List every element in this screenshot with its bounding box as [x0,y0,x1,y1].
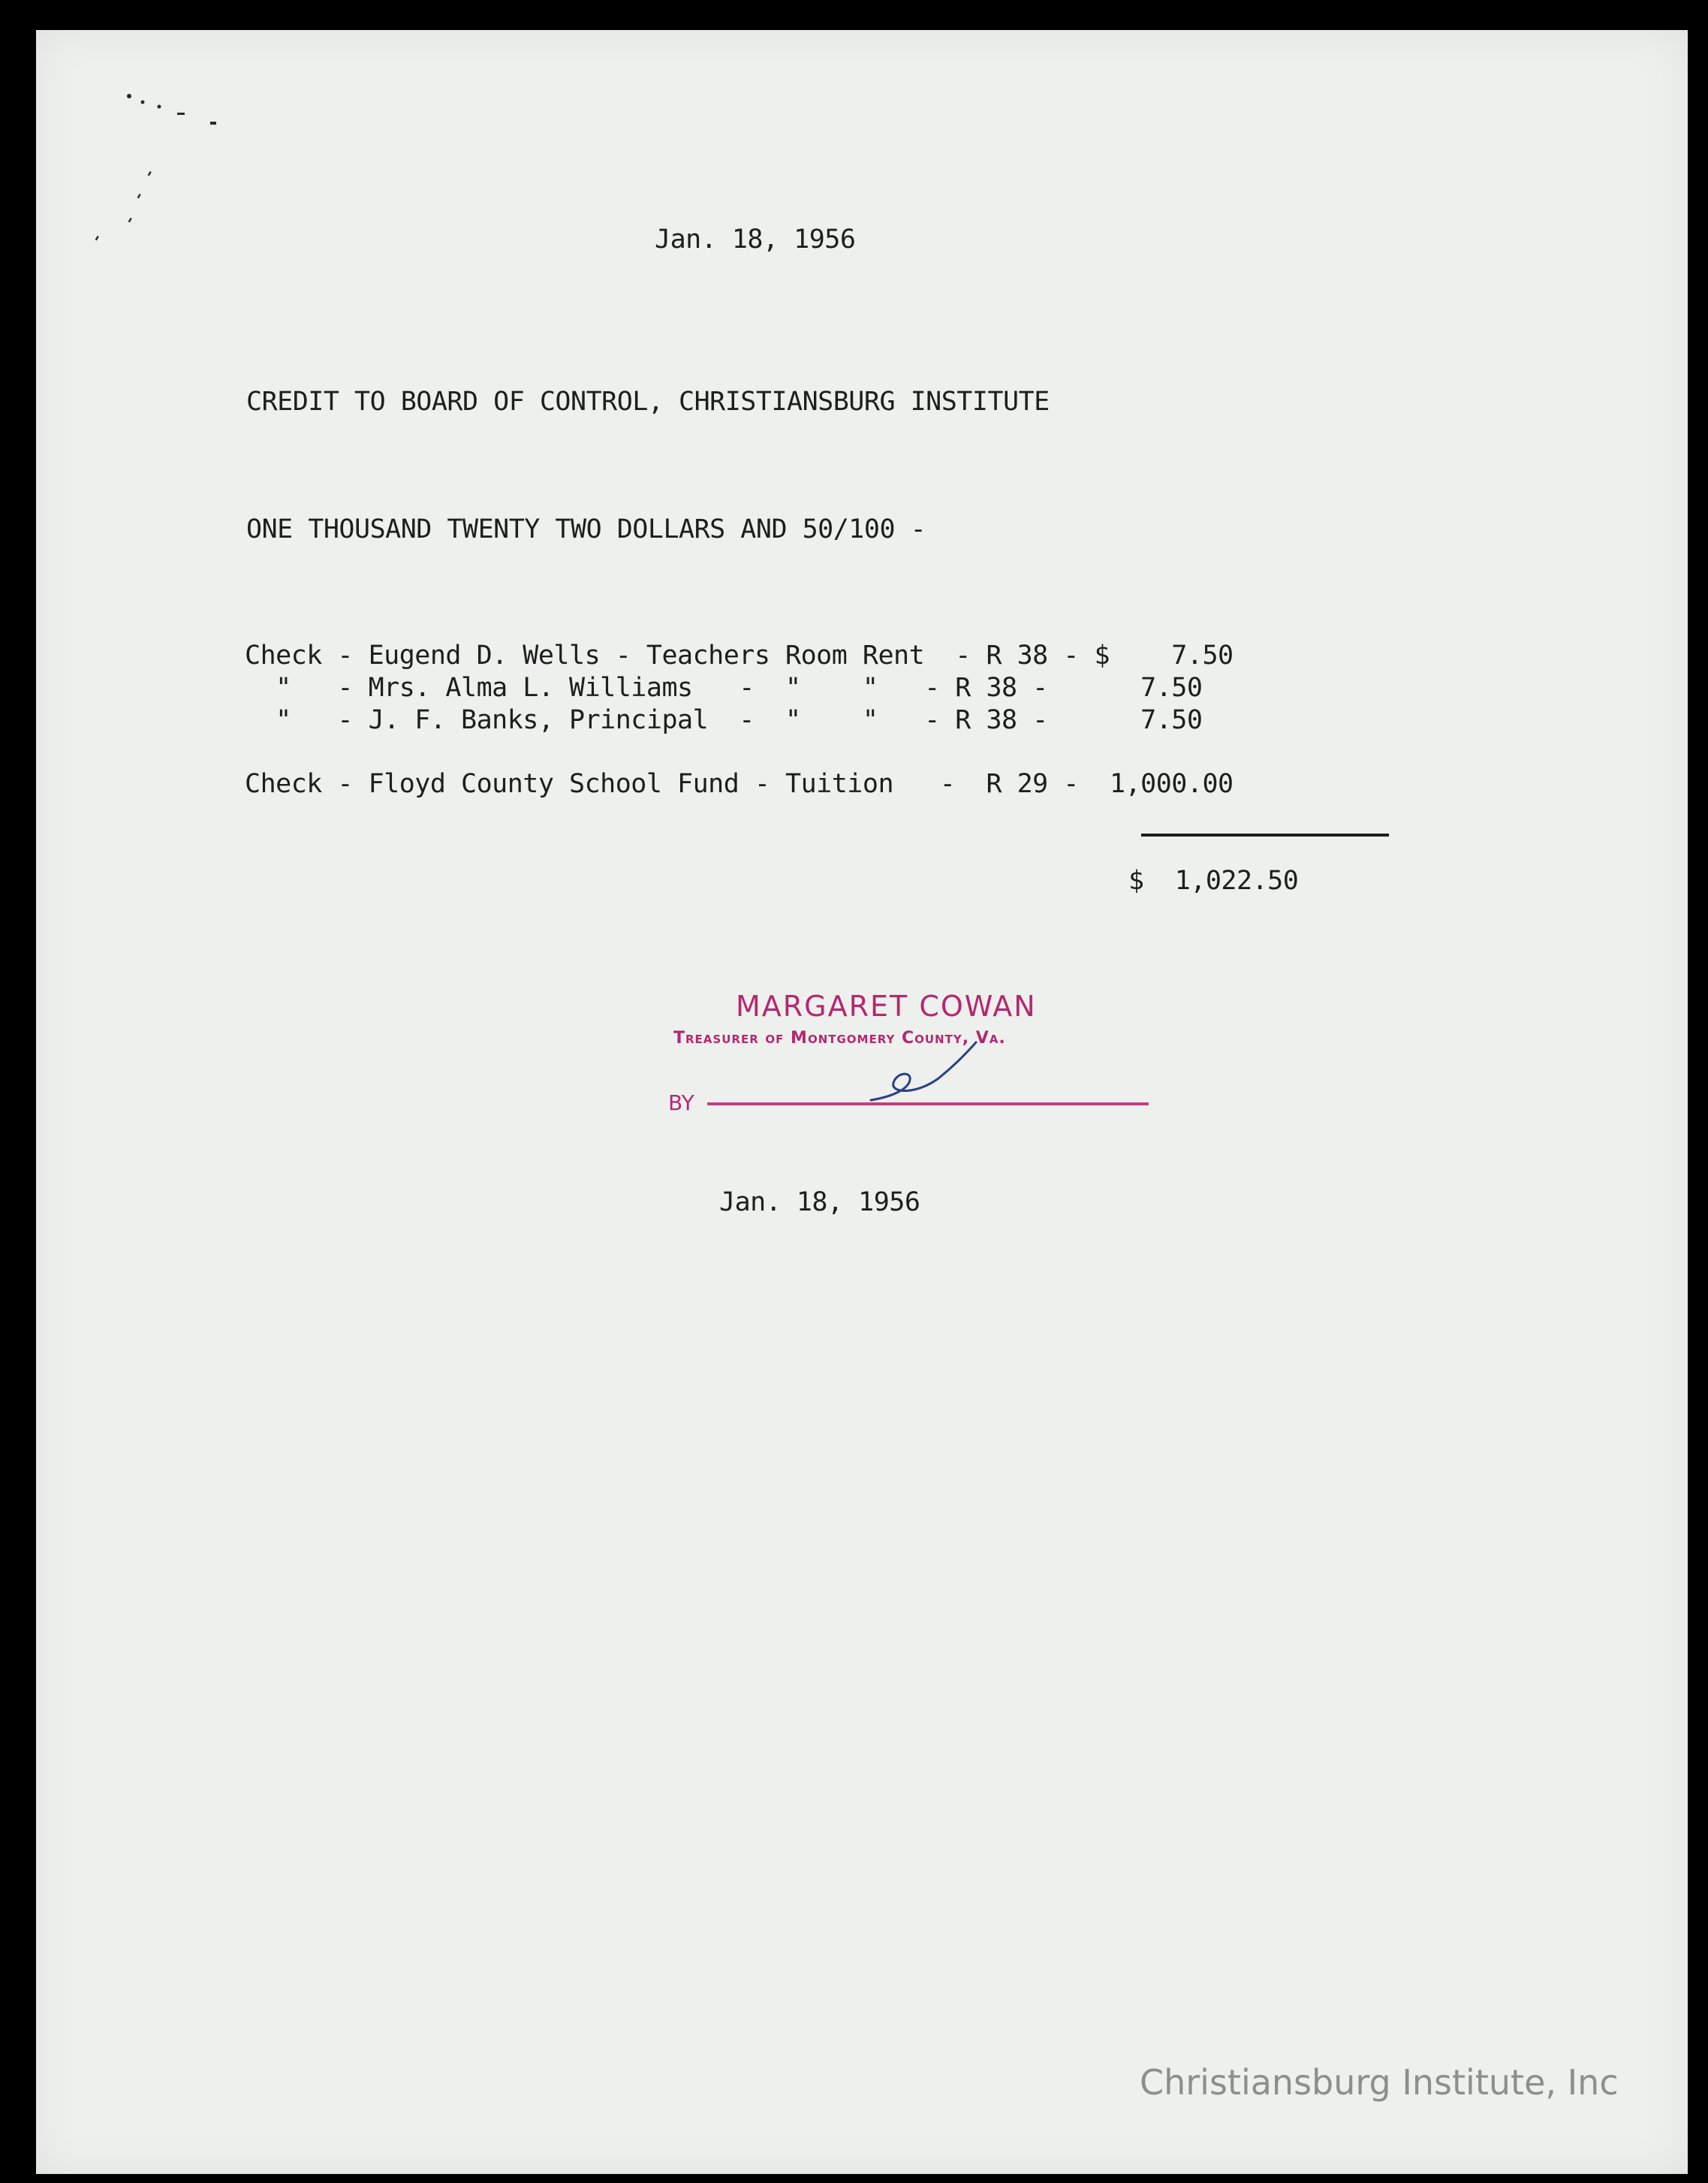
stamp-name: MARGARET COWAN [736,990,1037,1023]
amount-in-words: ONE THOUSAND TWENTY TWO DOLLARS AND 50/100 - [246,514,926,544]
total-amount: $ 1,022.50 [1128,866,1299,896]
stamp-by-label: BY [668,1090,694,1115]
hole-punch-marks [75,83,240,255]
ledger-line: " - Mrs. Alma L. Williams - " " - R 38 - 7.50 [245,673,1203,703]
stamp-title: Treasurer of Montgomery County, Va. [673,1029,1006,1048]
ledger-line: " - J. F. Banks, Principal - " " - R 38 - 7.50 [245,705,1203,735]
watermark: Christiansburg Institute, Inc [1140,2062,1619,2103]
handwritten-signature [863,1036,991,1111]
document-heading: CREDIT TO BOARD OF CONTROL, CHRISTIANSBURG INSTITUTE [246,387,1050,417]
total-rule [1141,834,1389,837]
ledger-line: Check - Eugend D. Wells - Teachers Room Rent - R 38 - $ 7.50 [245,641,1234,671]
ledger-line: Check - Floyd County School Fund - Tuition - R 29 - 1,000.00 [245,769,1234,799]
date-top: Jan. 18, 1956 [655,225,856,255]
date-bottom: Jan. 18, 1956 [719,1187,920,1217]
